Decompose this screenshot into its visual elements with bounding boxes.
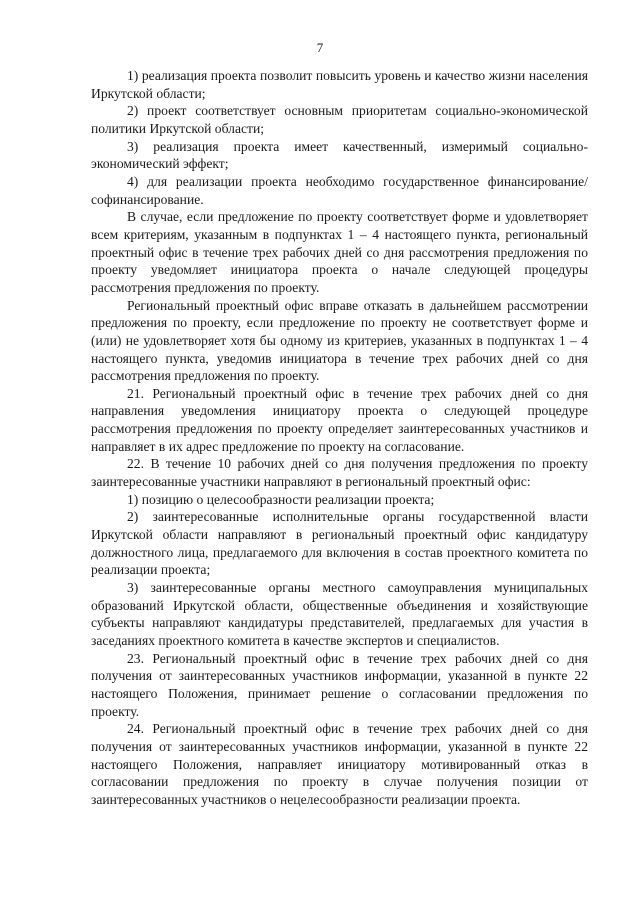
paragraph-clause-22-item-1: 1) позицию о целесообразности реализации проекта; (127, 491, 435, 507)
paragraph-criterion-3: 3) реализация проекта имеет качественный, измеримый социально-экономический эффект; (91, 138, 588, 172)
paragraph-criterion-4: 4) для реализации проекта необходимо государственное финансирование/софинансирование. (91, 173, 588, 207)
paragraph-refusal-right: Региональный проектный офис вправе отказать в дальнейшем рассмотрении предложения по проекту, если предложение по проекту не соответствует форме и (или) не удовлетворяет хотя бы одному из критериев, указанных в подпунктах 1 – 4 настоящего пункта, уведомив инициатора в течение трех рабочих дней со дня рассмотрения предложения по проекту. (91, 297, 588, 384)
paragraph-compliance-notice: В случае, если предложение по проекту соответствует форме и удовлетворяет всем критериям, указанным в подпунктах 1 – 4 настоящего пункта, региональный проектный офис в течение трех рабочих дней со дня рассмотрения предложения по проекту уведомляет инициатора проекта о начале следующей процедуры рассмотрения предложения по проекту. (91, 209, 588, 295)
paragraph-clause-22-item-2: 2) заинтересованные исполнительные органы государственной власти Иркутской области направляют в региональный проектный офис кандидатуру должностного лица, предлагаемого для включения в состав проектного комитета по реализации проекта; (91, 509, 588, 578)
paragraph-clause-24: 24. Региональный проектный офис в течение трех рабочих дней со дня получения от заинтересованных участников информации, указанной в пункте 22 настоящего Положения, направляет инициатору мотивированный отказ в согласовании предложения по проекту в случае получения позиции от заинтересованных участников о нецелесообразности реализации проекта. (91, 721, 588, 807)
paragraph-clause-23: 23. Региональный проектный офис в течение трех рабочих дней со дня получения от заинтересованных участников информации, указанной в пункте 22 настоящего Положения, принимает решение о согласовании предложения по проекту. (91, 650, 588, 719)
paragraph-clause-22: 22. В течение 10 рабочих дней со дня получения предложения по проекту заинтересованные участники направляют в региональный проектный офис: (91, 456, 588, 490)
paragraph-clause-21: 21. Региональный проектный офис в течение трех рабочих дней со дня направления уведомления инициатору проекта о следующей процедуре рассмотрения предложения по проекту определяет заинтересованных участников и направляет в их адрес предложение по проекту на согласование. (91, 385, 588, 454)
paragraph-clause-22-item-3: 3) заинтересованные органы местного самоуправления муниципальных образований Иркутской области, общественные объединения и хозяйствующие субъекты направляют кандидатуры представителей, предлагаемых для участия в заседаниях проектного комитета в качестве экспертов и специалистов. (91, 580, 588, 648)
paragraph-criterion-1: 1) реализация проекта позволит повысить уровень и качество жизни населения Иркутской области; (91, 68, 588, 101)
paragraph-criterion-2: 2) проект соответствует основным приоритетам социально-экономической политики Иркутской области; (91, 103, 588, 136)
document-body (91, 67, 588, 809)
page-number: 7 (316, 40, 324, 55)
